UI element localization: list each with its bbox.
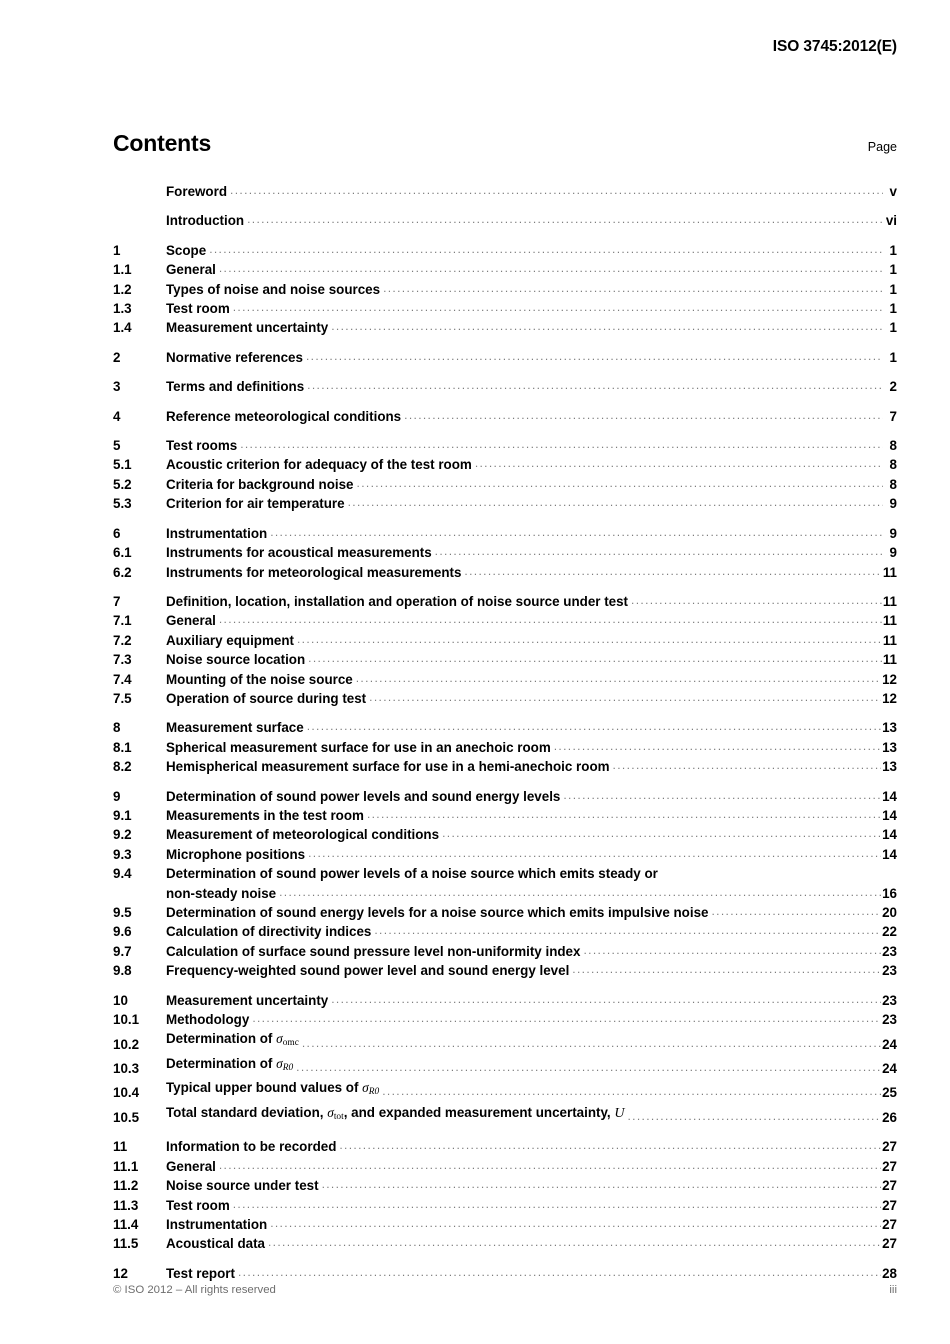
page-title: Contents: [113, 130, 212, 156]
toc-dot-leader: [554, 744, 881, 757]
toc-dot-leader: [339, 1144, 881, 1157]
toc-dot-leader: [247, 218, 883, 231]
toc-entry-number: 7.4: [113, 671, 132, 687]
toc-dot-leader: [442, 832, 881, 845]
toc-entry[interactable]: [113, 1215, 897, 1234]
toc-entry-title: Acoustical data: [166, 1236, 265, 1252]
toc-entry-title: Types of noise and noise sources: [166, 281, 381, 297]
toc-entry[interactable]: [113, 864, 897, 883]
toc-entry-number: 10.5: [113, 1109, 140, 1125]
toc-dot-leader: [240, 442, 883, 455]
toc-dot-leader: [308, 657, 882, 670]
toc-entry-number: 4: [113, 408, 121, 424]
toc-entry-title: Instruments for acoustical measurements: [166, 545, 432, 561]
toc-entry-title: Criterion for air temperature: [166, 496, 345, 512]
toc-entry-number: 7.3: [113, 652, 132, 668]
toc-entry-number: 10: [113, 992, 128, 1008]
toc-entry-page-number: 27: [882, 1178, 897, 1194]
toc-entry-title: Typical upper bound values of $\sigma_{R0}$: [166, 1080, 380, 1098]
toc-entry[interactable]: [113, 806, 897, 825]
toc-dot-leader: [233, 1202, 881, 1215]
toc-entry-number: 5.3: [113, 496, 132, 512]
toc-entry[interactable]: [113, 543, 897, 562]
toc-entry[interactable]: [113, 631, 897, 650]
toc-entry-page-number: 13: [882, 739, 897, 755]
footer-page-number: iii: [889, 1284, 897, 1296]
toc-dot-leader: [572, 968, 881, 981]
toc-entry[interactable]: [113, 718, 897, 737]
toc-entry-page-number: 1: [889, 301, 897, 317]
toc-dot-leader: [583, 948, 881, 961]
toc-entry-page-number: 28: [882, 1265, 897, 1281]
toc-dot-leader: [331, 325, 883, 338]
toc-dot-leader: [270, 1221, 881, 1234]
toc-entry[interactable]: [113, 1103, 897, 1127]
toc-entry-title: Instruments for meteorological measurements: [166, 564, 462, 580]
variable-symbol: U: [614, 1105, 625, 1121]
toc-entry-page-number: 1: [889, 242, 897, 258]
toc-entry-title: Terms and definitions: [166, 379, 305, 395]
toc-entry-page-number: 8: [889, 438, 897, 454]
toc-entry[interactable]: [113, 787, 897, 806]
toc-entry-page-number: 8: [889, 457, 897, 473]
toc-entry-page-number: 27: [882, 1158, 897, 1174]
toc-entry[interactable]: [113, 903, 897, 922]
toc-dot-leader: [296, 1065, 881, 1078]
toc-entry-page-number: v: [889, 184, 897, 199]
toc-entry-number: 10.3: [113, 1060, 140, 1076]
toc-entry-number: 11.4: [113, 1216, 139, 1232]
toc-entry-title-line2: non-steady noise: [166, 885, 277, 901]
toc-entry[interactable]: [113, 211, 897, 230]
toc-entry-page-number: 27: [882, 1236, 897, 1252]
toc-dot-leader: [238, 1270, 881, 1283]
toc-dot-leader: [307, 384, 883, 397]
toc-entry-title: Measurements in the test room: [166, 807, 364, 823]
toc-entry-number: 1.1: [113, 262, 132, 278]
toc-entry[interactable]: [113, 182, 897, 201]
toc-entry-title: Hemispherical measurement surface for use in a hemi-anechoic room: [166, 759, 610, 775]
toc-entry[interactable]: [113, 592, 897, 611]
toc-entry-page-number: 7: [889, 408, 897, 424]
sigma-subscript: tot: [333, 1111, 344, 1122]
toc-entry-page-number: 14: [882, 807, 897, 823]
toc-entry-page-number: 13: [882, 759, 897, 775]
toc-entry-page-number: 11: [882, 613, 897, 629]
toc-dot-leader: [297, 637, 882, 650]
document-header-standard-id: ISO 3745:2012(E): [772, 38, 897, 55]
toc-dot-leader: [357, 481, 883, 494]
toc-dot-leader: [711, 909, 881, 922]
toc-entry-page-number: 14: [882, 846, 897, 862]
toc-entry-number: 7.1: [113, 613, 132, 629]
toc-dot-leader: [219, 1163, 881, 1176]
toc-entry[interactable]: [113, 825, 897, 844]
toc-entry-title: Test rooms: [166, 438, 238, 454]
toc-entry-page-number: 25: [882, 1085, 897, 1101]
toc-entry-title: Frequency-weighted sound power level and sound energy level: [166, 963, 570, 979]
toc-entry-number: 6.2: [113, 564, 132, 580]
toc-entry-title: Microphone positions: [166, 846, 306, 862]
toc-dot-leader: [356, 676, 881, 689]
toc-dot-leader: [404, 413, 883, 426]
toc-entry-number: 9.1: [113, 807, 132, 823]
toc-entry-page-number: 24: [882, 1036, 897, 1052]
toc-entry-title: Foreword: [166, 184, 228, 199]
toc-entry-title: Determination of sound power levels of a noise source which emits steady or: [166, 866, 658, 882]
toc-dot-leader: [382, 1090, 881, 1103]
toc-entry-number: 5.2: [113, 476, 132, 492]
toc-entry-title: Spherical measurement surface for use in an anechoic room: [166, 739, 551, 755]
toc-entry-number: 8.2: [113, 759, 132, 775]
toc-entry-number: 9.5: [113, 905, 132, 920]
toc-entry-number: 10.2: [113, 1036, 140, 1052]
toc-entry-title: Test room: [166, 1197, 230, 1213]
toc-entry-title: General: [166, 262, 216, 278]
toc-dot-leader: [230, 188, 883, 201]
toc-dot-leader: [268, 1241, 881, 1254]
toc-entry-page-number: 23: [882, 1012, 897, 1028]
toc-dot-leader: [435, 550, 883, 563]
toc-entry[interactable]: [113, 1137, 897, 1156]
toc-dot-leader: [209, 247, 883, 260]
toc-entry[interactable]: [113, 241, 897, 260]
page-column-label: Page: [867, 140, 897, 154]
toc-entry-page-number: 27: [882, 1216, 897, 1232]
toc-entry-number: 9.8: [113, 963, 132, 979]
toc-entry-page-number: vi: [885, 213, 897, 229]
toc-entry-page-number: 9: [889, 545, 897, 561]
toc-entry-page-number: 16: [882, 885, 897, 901]
toc-entry-title: Criteria for background noise: [166, 476, 354, 492]
toc-entry-page-number: 1: [889, 349, 897, 365]
toc-entry-number: 10.1: [113, 1012, 140, 1028]
toc-entry-number: 5: [113, 438, 121, 454]
toc-entry-page-number: 22: [882, 924, 897, 940]
toc-entry-number: 2: [113, 349, 121, 365]
toc-entry-page-number: 1: [889, 262, 897, 278]
toc-entry-page-number: 11: [882, 632, 897, 648]
toc-entry-title: Noise source under test: [166, 1178, 319, 1194]
toc-entry-number: 11.3: [113, 1197, 139, 1213]
toc-entry-page-number: 23: [882, 992, 897, 1008]
sigma-symbol: $\sigma_{tot}$: [327, 1104, 344, 1122]
toc-entry-page-number: 2: [889, 379, 897, 395]
toc-entry-title: Determination of sound power levels and sound energy levels: [166, 788, 561, 804]
toc-entry[interactable]: [113, 1264, 897, 1283]
toc-entry[interactable]: [113, 922, 897, 941]
toc-dot-leader: [322, 1183, 882, 1196]
toc-entry-page-number: 11: [882, 564, 897, 580]
toc-dot-leader: [219, 618, 882, 631]
toc-entry[interactable]: [113, 348, 897, 367]
toc-entry-page-number: 14: [882, 788, 897, 804]
toc-entry-page-number: 23: [882, 963, 897, 979]
toc-entry[interactable]: [113, 670, 897, 689]
toc-entry-number: 9.7: [113, 943, 132, 959]
toc-entry-number: 9.3: [113, 846, 132, 862]
copyright-notice: © ISO 2012 – All rights reserved: [113, 1284, 276, 1296]
toc-entry-number: 7.2: [113, 632, 132, 648]
toc-dot-leader: [367, 812, 881, 825]
toc-dot-leader: [233, 305, 883, 318]
sigma-symbol: $\sigma_{omc}$: [276, 1031, 299, 1049]
toc-entry[interactable]: [113, 942, 897, 961]
table-of-contents: [113, 182, 897, 1283]
toc-dot-leader: [306, 354, 883, 367]
toc-entry-title: Normative references: [166, 349, 303, 365]
sigma-symbol: $\sigma_{R0}$: [362, 1080, 380, 1098]
toc-entry-number: 8: [113, 720, 121, 736]
toc-dot-leader: [383, 286, 883, 299]
toc-dot-leader: [613, 764, 882, 777]
toc-entry-number: 7: [113, 593, 121, 609]
toc-entry-number: 3: [113, 379, 121, 395]
toc-dot-leader: [475, 462, 883, 475]
toc-entry-title: Test report: [166, 1265, 235, 1281]
toc-entry[interactable]: [113, 1010, 897, 1029]
toc-entry[interactable]: [113, 563, 897, 582]
toc-entry[interactable]: [113, 1054, 897, 1078]
toc-entry-title: Definition, location, installation and operation of noise source under test: [166, 593, 629, 609]
toc-entry[interactable]: [113, 1029, 897, 1053]
toc-entry-title: Instrumentation: [166, 1216, 268, 1232]
toc-entry-title: Total standard deviation, $\sigma_{tot}$, and expanded measurement uncertainty, U: [166, 1104, 625, 1122]
toc-entry[interactable]: [113, 1176, 897, 1195]
toc-entry[interactable]: [113, 280, 897, 299]
toc-entry-title: Instrumentation: [166, 525, 268, 541]
toc-entry-number: 9.6: [113, 924, 132, 940]
toc-entry[interactable]: [113, 436, 897, 455]
toc-entry-title: Determination of sound energy levels for a noise source which emits impulsive noise: [166, 905, 709, 920]
toc-entry-number: 9.4: [113, 866, 132, 882]
toc-dot-leader: [219, 267, 883, 280]
toc-dot-leader: [270, 530, 883, 543]
toc-entry-title: General: [166, 613, 216, 629]
toc-entry-title: Measurement uncertainty: [166, 320, 329, 336]
toc-entry[interactable]: [113, 318, 897, 337]
toc-entry-page-number: 27: [882, 1139, 897, 1155]
toc-entry-page-number: 27: [882, 1197, 897, 1213]
toc-entry-number: 7.5: [113, 690, 132, 706]
toc-entry-number: 9: [113, 788, 121, 804]
toc-entry-page-number: 9: [889, 496, 897, 512]
toc-entry-page-number: 11: [882, 593, 897, 609]
toc-entry-title: Measurement surface: [166, 720, 304, 736]
toc-entry-title: General: [166, 1158, 216, 1174]
toc-entry-page-number: 12: [882, 690, 897, 706]
toc-entry[interactable]: [113, 260, 897, 279]
toc-dot-leader: [369, 695, 881, 708]
toc-entry-number: 1.3: [113, 301, 132, 317]
toc-dot-leader: [307, 725, 881, 738]
toc-entry[interactable]: [113, 1157, 897, 1176]
toc-entry-number: 1.4: [113, 320, 132, 336]
toc-entry-number: 12: [113, 1265, 128, 1281]
toc-dot-leader: [627, 1114, 881, 1127]
toc-entry-number: 11.2: [113, 1178, 139, 1194]
toc-entry-title: Introduction: [166, 213, 245, 229]
toc-entry-title: Information to be recorded: [166, 1139, 337, 1155]
toc-entry[interactable]: [113, 611, 897, 630]
toc-entry-title: Operation of source during test: [166, 690, 367, 706]
toc-dot-leader: [464, 569, 881, 582]
toc-entry[interactable]: [113, 689, 897, 708]
sigma-symbol: $\sigma_{R0}$: [276, 1055, 294, 1073]
toc-entry-page-number: 11: [882, 652, 897, 668]
toc-entry-title: Noise source location: [166, 652, 306, 668]
sigma-subscript: omc: [282, 1038, 299, 1049]
toc-entry-title: Scope: [166, 242, 207, 258]
toc-dot-leader: [252, 1016, 881, 1029]
toc-entry-page-number: 26: [882, 1109, 897, 1125]
toc-entry[interactable]: [113, 494, 897, 513]
toc-entry-number: 5.1: [113, 457, 132, 473]
toc-entry[interactable]: [113, 475, 897, 494]
toc-entry[interactable]: [113, 738, 897, 757]
toc-entry-title: Calculation of surface sound pressure level non-uniformity index: [166, 943, 581, 959]
toc-dot-leader: [563, 793, 881, 806]
toc-entry[interactable]: [113, 650, 897, 669]
toc-entry-number: 10.4: [113, 1085, 140, 1101]
toc-entry-number: 11.1: [113, 1158, 139, 1174]
toc-entry-number: 11.5: [113, 1236, 139, 1252]
toc-entry[interactable]: [113, 1196, 897, 1215]
toc-entry-number: 1.2: [113, 281, 132, 297]
toc-entry[interactable]: [113, 1078, 897, 1102]
toc-entry-title: Calculation of directivity indices: [166, 924, 372, 940]
toc-entry-page-number: 9: [889, 525, 897, 541]
toc-entry-page-number: 14: [882, 827, 897, 843]
toc-dot-leader: [331, 997, 881, 1010]
toc-entry-number: 9.2: [113, 827, 132, 843]
toc-entry-title: Measurement of meteorological conditions: [166, 827, 440, 843]
page-footer: [113, 1284, 897, 1344]
toc-entry-number: 11: [113, 1139, 128, 1155]
toc-entry-page-number: 12: [882, 671, 897, 687]
toc-entry-page-number: 24: [882, 1060, 897, 1076]
toc-dot-leader: [308, 851, 881, 864]
toc-entry[interactable]: [113, 757, 897, 776]
toc-entry-page-number: 23: [882, 943, 897, 959]
toc-entry-page-number: 20: [882, 905, 897, 920]
toc-entry[interactable]: [113, 845, 897, 864]
toc-entry-number: 6: [113, 525, 121, 541]
toc-entry-title: Measurement uncertainty: [166, 992, 329, 1008]
toc-entry-title: Mounting of the noise source: [166, 671, 353, 687]
toc-entry[interactable]: [113, 377, 897, 396]
contents-header-row: [113, 130, 897, 157]
toc-dot-leader: [348, 501, 883, 514]
toc-dot-leader: [661, 871, 883, 884]
toc-entry-title: Reference meteorological conditions: [166, 408, 402, 424]
toc-entry-page-number: 8: [889, 476, 897, 492]
toc-entry-number: 1: [113, 242, 121, 258]
toc-dot-leader: [302, 1041, 881, 1054]
toc-entry-title: Methodology: [166, 1012, 250, 1028]
toc-entry-continuation[interactable]: [113, 884, 897, 903]
toc-entry[interactable]: [113, 407, 897, 426]
toc-entry-title: Test room: [166, 301, 230, 317]
toc-dot-leader: [279, 890, 881, 903]
toc-entry-page-number: 13: [882, 720, 897, 736]
toc-entry-page-number: 1: [889, 281, 897, 297]
toc-entry[interactable]: [113, 455, 897, 474]
toc-entry-number: 6.1: [113, 545, 132, 561]
toc-entry-title: Determination of $\sigma_{omc}$: [166, 1031, 299, 1049]
toc-entry[interactable]: [113, 1234, 897, 1253]
toc-dot-leader: [631, 598, 882, 611]
toc-entry-page-number: 1: [889, 320, 897, 336]
toc-entry-number: 8.1: [113, 739, 132, 755]
toc-entry-title: Auxiliary equipment: [166, 632, 294, 648]
sigma-subscript: R0: [368, 1087, 380, 1098]
toc-entry[interactable]: [113, 524, 897, 543]
toc-entry[interactable]: [113, 991, 897, 1010]
toc-dot-leader: [374, 929, 881, 942]
toc-entry-title: Determination of $\sigma_{R0}$: [166, 1055, 294, 1073]
toc-entry[interactable]: [113, 961, 897, 980]
toc-entry-title: Acoustic criterion for adequacy of the test room: [166, 457, 472, 473]
toc-entry[interactable]: [113, 299, 897, 318]
sigma-subscript: R0: [282, 1062, 294, 1073]
